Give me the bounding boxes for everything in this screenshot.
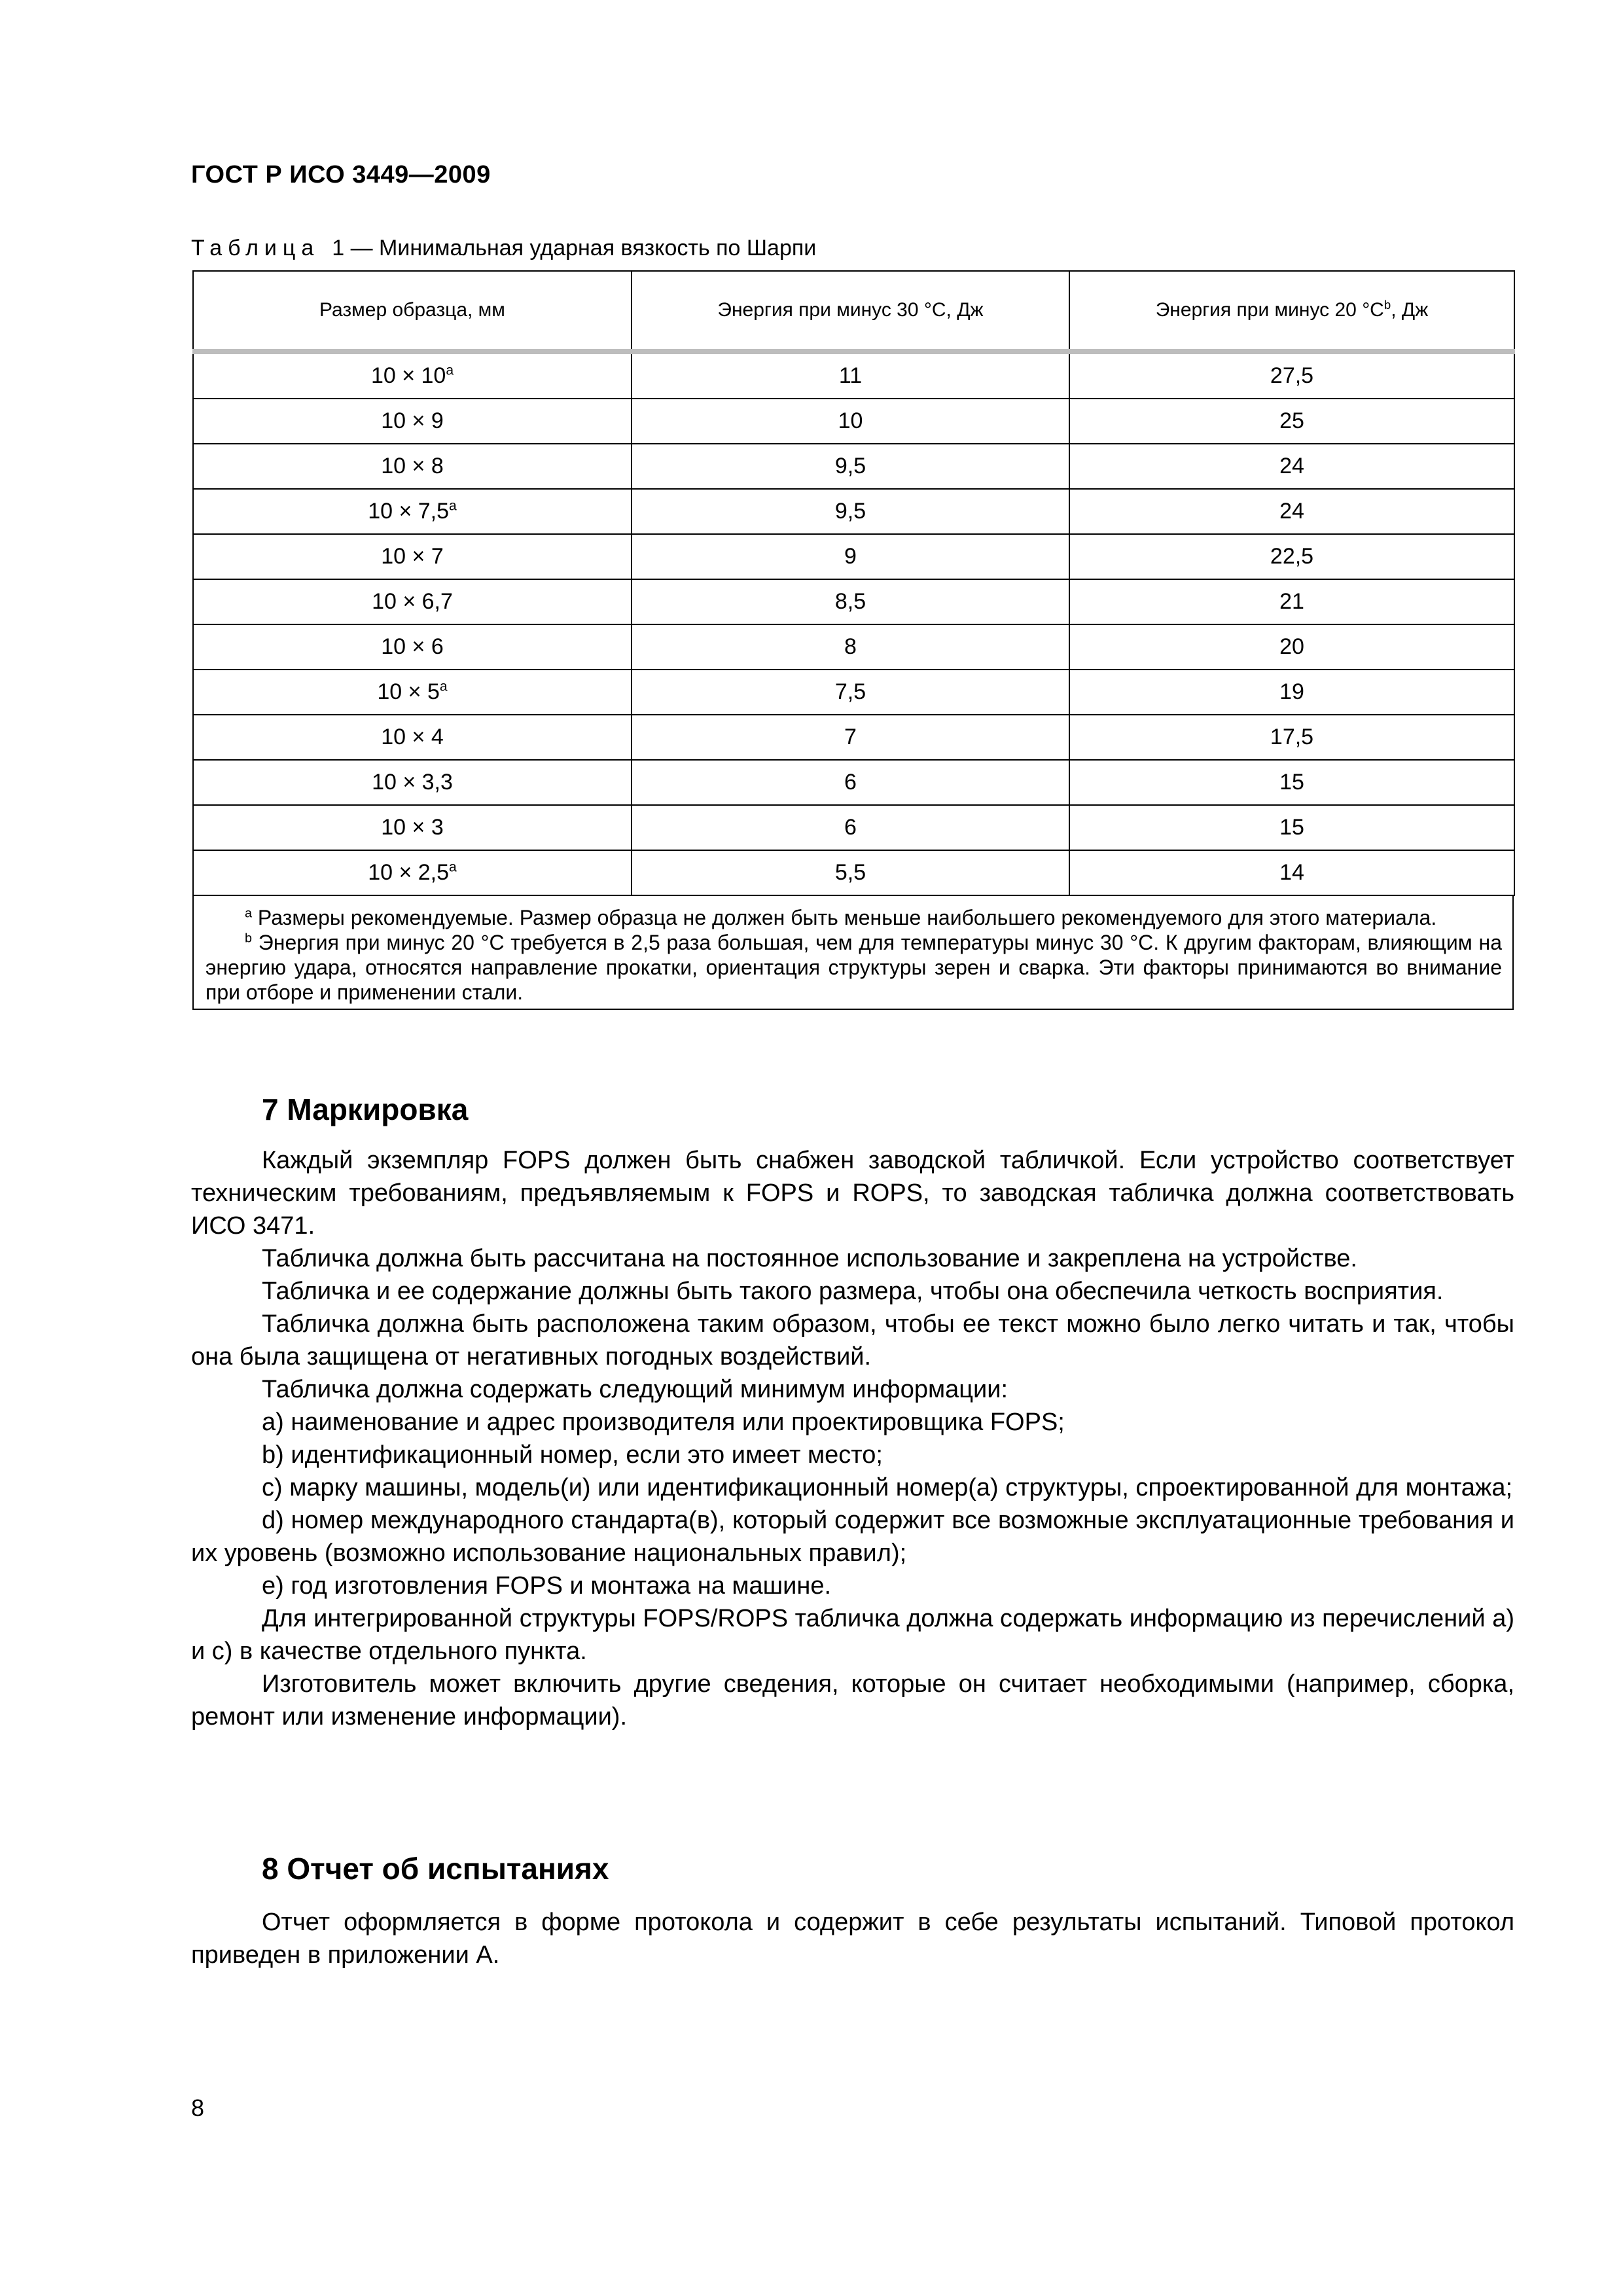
cell-size: $10 \times 10^a$ xyxy=(193,351,632,399)
paragraph: Табличка должна быть расположена таким образом, чтобы ее текст можно было легко читать и так, чтобы она была защищена от негативных погодных воздействий. xyxy=(191,1310,1514,1371)
cell-size: 10 × 7,5$^a$ xyxy=(193,489,632,534)
cell-size: 10 × 8 xyxy=(193,444,632,489)
section-marking xyxy=(191,1092,1514,1733)
cell-size: 10 × 7 xyxy=(193,534,632,579)
table-caption-text: 1 — Минимальная ударная вязкость по Шарпи xyxy=(332,236,817,260)
cell-size: 10 × 2,5$^a$ xyxy=(193,850,632,895)
table-row xyxy=(193,399,1514,444)
cell-energy-30: 7,5 xyxy=(632,670,1069,715)
cell-energy-20: 22,5 xyxy=(1069,534,1514,579)
cell-energy-20: 20 xyxy=(1069,624,1514,670)
section-test-report xyxy=(191,1851,1514,1971)
paragraph: Табличка и ее содержание должны быть такого размера, чтобы она обеспечила четкость восприятия. xyxy=(262,1278,1444,1305)
cell-energy-30: 11 xyxy=(632,351,1069,399)
cell-energy-20: 24 xyxy=(1069,489,1514,534)
table-row xyxy=(193,444,1514,489)
cell-energy-20: 17,5 xyxy=(1069,715,1514,760)
table-row xyxy=(193,805,1514,850)
paragraph: Для интегрированной структуры FOPS/ROPS табличка должна содержать информацию из перечислений а) и с) в качестве отдельного пункта. xyxy=(191,1605,1514,1665)
cell-energy-20: 14 xyxy=(1069,850,1514,895)
cell-energy-20: 25 xyxy=(1069,399,1514,444)
cell-energy-30: 10 xyxy=(632,399,1069,444)
table-row xyxy=(193,351,1514,399)
section-heading: 8 Отчет об испытаниях xyxy=(262,1852,609,1886)
cell-energy-30: 9,5 xyxy=(632,489,1069,534)
cell-energy-30: 9 xyxy=(632,534,1069,579)
paragraph: Каждый экземпляр FOPS должен быть снабжен заводской табличкой. Если устройство соответствует техническим требованиям, предъявляемым к FOPS и ROPS, то заводская табличка должна соответствовать ИСО 3471. xyxy=(191,1147,1514,1240)
cell-energy-20: 15 xyxy=(1069,805,1514,850)
table-row xyxy=(193,670,1514,715)
cell-energy-30: 7 xyxy=(632,715,1069,760)
table-body xyxy=(193,351,1514,895)
cell-energy-30: 8,5 xyxy=(632,579,1069,624)
list-item: b) идентификационный номер, если это имеет место; xyxy=(262,1441,883,1469)
cell-size: 10 × 9 xyxy=(193,399,632,444)
table-notes xyxy=(192,896,1514,1010)
column-header-energy-20: Энергия при минус 20 $^\circ С^b$, Дж xyxy=(1069,271,1514,351)
table-caption-word: Таблица xyxy=(191,236,320,260)
paragraph: Отчет оформляется в форме протокола и содержит в себе результаты испытаний. Типовой протокол приведен в приложении А. xyxy=(191,1909,1514,1969)
table-row xyxy=(193,715,1514,760)
table-note-b: $^b$ Энергия при минус 20 °С требуется в 2,5 раза большая, чем для температуры минус 30 °С. К другим факторам, влияющим на энергию удара, относятся направление прокатки, ориентация структуры зерен и сварка. Эти факторы принимаются во внимание при отборе и применении стали. xyxy=(205,931,1502,1004)
cell-energy-30: 9,5 xyxy=(632,444,1069,489)
cell-energy-20: 21 xyxy=(1069,579,1514,624)
cell-energy-30: 8 xyxy=(632,624,1069,670)
cell-energy-20: 27,5 xyxy=(1069,351,1514,399)
column-header-size: Размер образца, мм xyxy=(193,271,632,351)
table-row xyxy=(193,624,1514,670)
table-caption xyxy=(191,236,816,261)
table-row xyxy=(193,760,1514,805)
cell-energy-20: 24 xyxy=(1069,444,1514,489)
cell-energy-20: 19 xyxy=(1069,670,1514,715)
cell-size: 10 × 6 xyxy=(193,624,632,670)
table-row xyxy=(193,579,1514,624)
cell-size: 10 × 4 xyxy=(193,715,632,760)
cell-size: 10 × 6,7 xyxy=(193,579,632,624)
table-row xyxy=(193,489,1514,534)
cell-energy-30: 6 xyxy=(632,760,1069,805)
document-header: ГОСТ Р ИСО 3449—2009 xyxy=(191,161,491,188)
table-note-a: $^a$ Размеры рекомендуемые. Размер образца не должен быть меньше наибольшего рекомендуемого для этого материала. xyxy=(245,906,1437,929)
paragraph: Табличка должна содержать следующий минимум информации: xyxy=(262,1376,1008,1403)
column-header-energy-30: Энергия при минус 30 °С, Дж xyxy=(632,271,1069,351)
table-row xyxy=(193,534,1514,579)
cell-size: 10 × 3 xyxy=(193,805,632,850)
charpy-table xyxy=(192,270,1515,896)
paragraph: Изготовитель может включить другие сведения, которые он считает необходимыми (например, сборка, ремонт или изменение информации). xyxy=(191,1670,1514,1731)
cell-size: 10 × 3,3 xyxy=(193,760,632,805)
table-container xyxy=(192,270,1514,1010)
paragraph: Табличка должна быть рассчитана на постоянное использование и закреплена на устройстве. xyxy=(262,1245,1357,1272)
section-heading: 7 Маркировка xyxy=(262,1092,469,1126)
cell-energy-20: 15 xyxy=(1069,760,1514,805)
table-header-row xyxy=(193,271,1514,351)
list-item: d) номер международного стандарта(в), который содержит все возможные эксплуатационные требования и их уровень (возможно использование национальных правил); xyxy=(191,1507,1514,1567)
cell-energy-30: 6 xyxy=(632,805,1069,850)
cell-size: $10 \times 5^a$ xyxy=(193,670,632,715)
table-row xyxy=(193,850,1514,895)
list-item: с) марку машины, модель(и) или идентификационный номер(а) структуры, спроектированной для монтажа; xyxy=(262,1474,1513,1501)
page-number: 8 xyxy=(191,2094,205,2121)
list-item: а) наименование и адрес производителя или проектировщика FOPS; xyxy=(262,1408,1065,1436)
cell-energy-30: 5,5 xyxy=(632,850,1069,895)
list-item: е) год изготовления FOPS и монтажа на машине. xyxy=(262,1572,832,1600)
